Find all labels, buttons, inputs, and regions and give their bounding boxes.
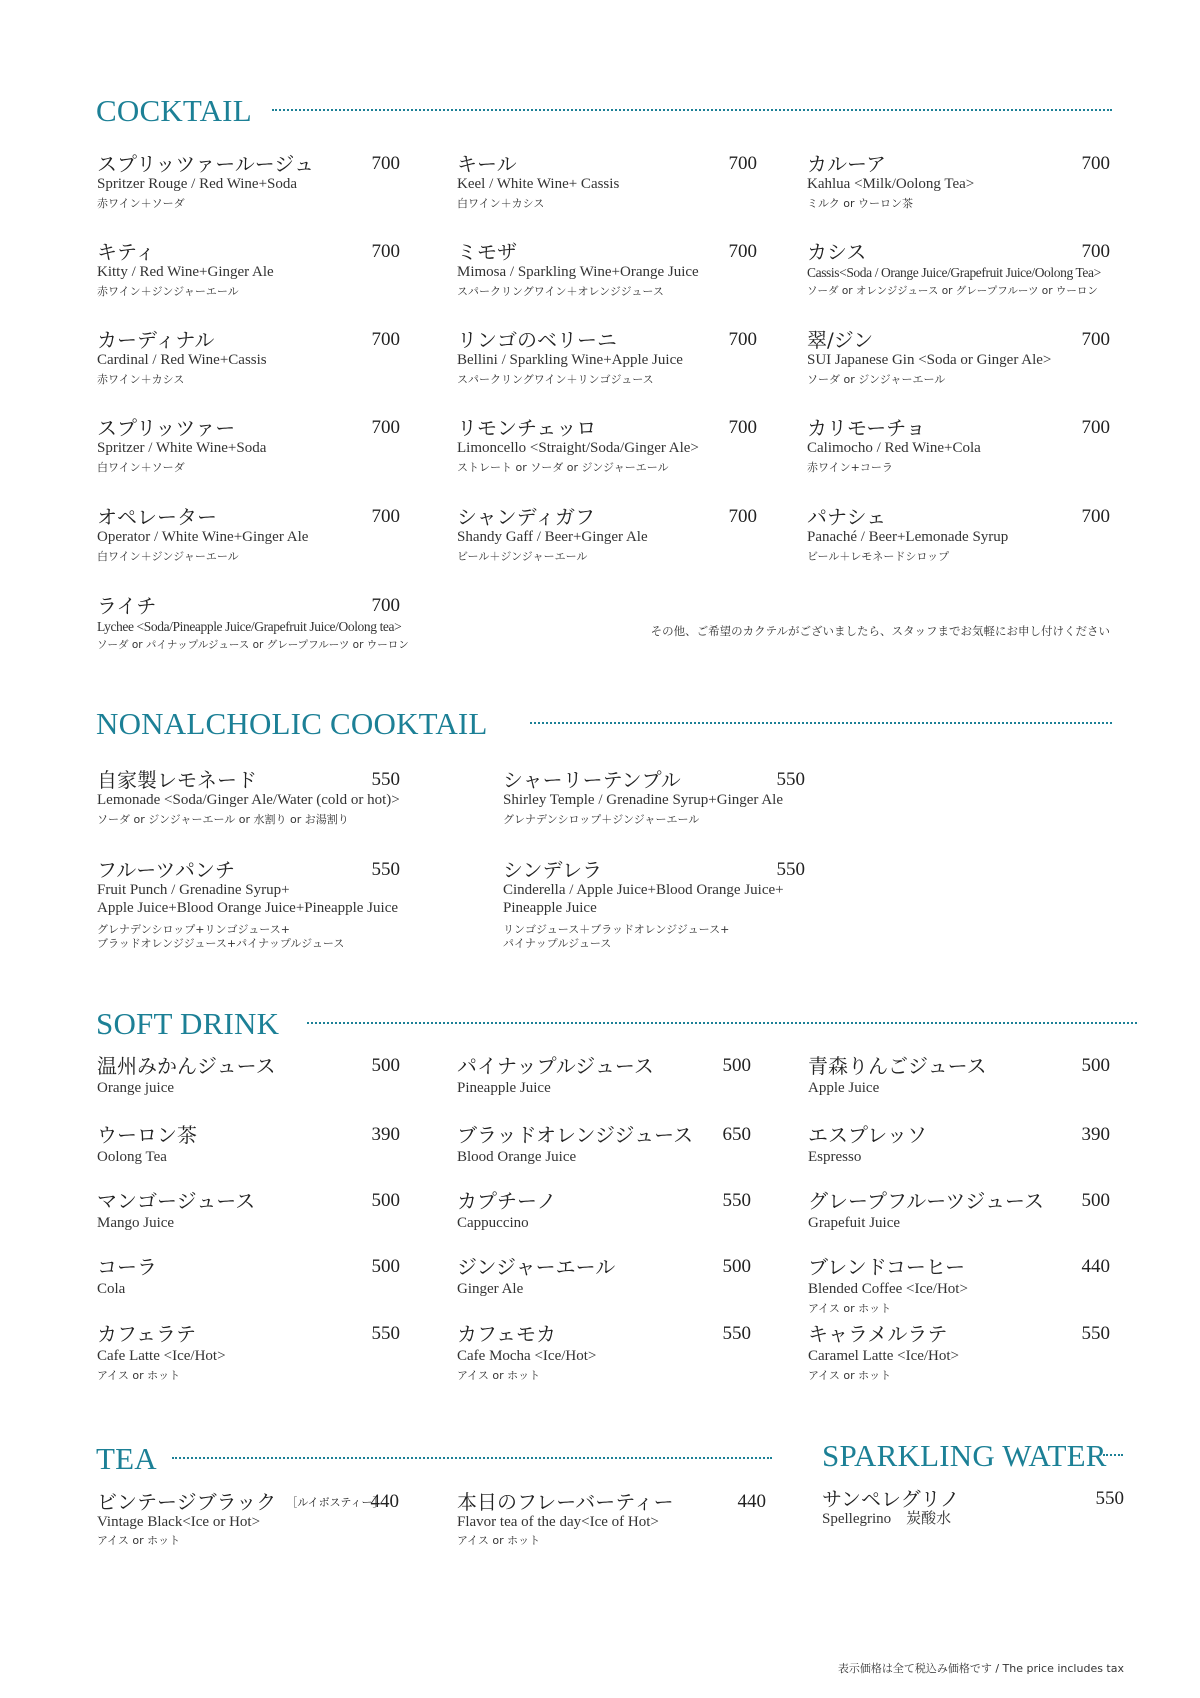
item-japanese: 白ワイン＋ソーダ [97,461,185,474]
item-japanese: 赤ワイン+コーラ [807,461,893,474]
item-price: 700 [371,329,400,350]
item-name: カプチーノ [457,1189,557,1213]
item-name: リンゴのベリーニ [457,328,617,352]
item-name: ミモザ [457,240,517,264]
item-japanese: ソーダ or オレンジジュース or グレープフルーツ or ウーロン [807,285,1098,297]
item-price: 700 [371,417,400,438]
item-english: Flavor tea of the day<Ice of Hot> [457,1514,659,1530]
item-name: スプリッツァー [97,416,236,440]
menu-item [97,860,400,956]
section-title-tea: TEA [96,1441,157,1476]
item-price: 500 [1081,1190,1110,1211]
menu-item [807,418,1110,478]
section-divider [1103,1454,1123,1456]
item-japanese: ビール＋ジンジャーエール [457,550,588,563]
menu-item [97,330,400,390]
item-price: 500 [371,1256,400,1277]
item-name: カフェラテ [97,1322,196,1346]
menu-item [97,770,400,830]
item-japanese: 赤ワイン＋ソーダ [97,197,185,210]
item-english: Cola [97,1281,126,1297]
section-divider [530,722,1112,724]
item-price: 440 [370,1491,399,1512]
menu-item [457,507,757,567]
item-japanese: アイス or ホット [808,1369,892,1382]
item-english: Cardinal / Red Wine+Cassis [97,352,267,368]
item-english: Spritzer / White Wine+Soda [97,440,267,456]
item-price: 440 [1081,1256,1110,1277]
item-price: 500 [722,1256,751,1277]
item-english: Mimosa / Sparkling Wine+Orange Juice [457,264,699,280]
item-english-line2: Apple Juice+Blood Orange Juice+Pineapple Juice [97,900,399,916]
item-name: サンペレグリノ [822,1487,960,1511]
item-price: 550 [722,1323,751,1344]
item-price: 700 [371,241,400,262]
item-price: 700 [728,329,757,350]
cocktail-request-note: その他、ご希望のカクテルがございましたら、スタッフまでお気軽にお申し付けください [650,624,1110,638]
item-price: 550 [1081,1323,1110,1344]
item-english: Kitty / Red Wine+Ginger Ale [97,264,274,280]
item-price: 440 [737,1491,766,1512]
item-english: Cafe Mocha <Ice/Hot> [457,1348,597,1364]
item-english: Blood Orange Juice [457,1149,577,1165]
menu-item [97,1324,400,1384]
item-english: Operator / White Wine+Ginger Ale [97,529,309,545]
item-english: Ginger Ale [457,1281,524,1297]
item-english: Apple Juice [808,1080,880,1096]
item-price: 550 [722,1190,751,1211]
item-english: Keel / White Wine+ Cassis [457,176,620,192]
menu-item [457,154,757,214]
item-japanese: ビール＋レモネードシロップ [807,550,950,563]
menu-item [808,1125,1110,1169]
item-english: Grapefuit Juice [808,1215,901,1231]
item-price: 550 [371,859,400,880]
menu-item [808,1056,1110,1100]
menu-item [97,242,400,302]
item-japanese-line2: パイナップルジュース [503,937,612,950]
item-price: 700 [1081,241,1110,262]
item-name: ウーロン茶 [97,1123,197,1147]
item-name: エスプレッソ [808,1123,927,1147]
menu-item [503,770,805,830]
item-name: 自家製レモネード [97,768,257,792]
menu-item [457,242,757,302]
item-japanese: アイス or ホット [97,1369,181,1382]
item-japanese: ミルク or ウーロン茶 [807,197,914,210]
tax-note: 表示価格は全て税込み価格です / The price includes tax [837,1662,1124,1675]
menu-item [97,1125,400,1169]
item-name: 青森りんごジュース [808,1054,987,1078]
section-divider [272,109,1112,111]
menu-item [97,1257,400,1301]
item-name: カリモーチョ [807,416,926,440]
item-english: Spellegrino 炭酸水 [822,1511,952,1527]
item-english: Kahlua <Milk/Oolong Tea> [807,176,975,192]
item-english: Lychee <Soda/Pineapple Juice/Grapefruit Juice/Oolong tea> [97,619,402,634]
item-price: 390 [371,1124,400,1145]
item-english: Fruit Punch / Grenadine Syrup+ [97,882,290,898]
item-price: 390 [1081,1124,1110,1145]
item-name: キール [457,152,517,176]
item-english: Panaché / Beer+Lemonade Syrup [807,529,1009,545]
item-japanese: ソーダ or ジンジャーエール or 水割り or お湯割り [97,813,349,826]
menu-item [97,418,400,478]
item-english: Orange juice [97,1080,175,1096]
item-name [97,1492,384,1512]
item-japanese: アイス or ホット [808,1302,892,1315]
item-name: 温州みかんジュース [97,1054,276,1078]
menu-item [807,154,1110,214]
item-name: コーラ [97,1255,157,1279]
item-name: 翠/ジン [807,328,874,352]
item-price: 700 [1081,153,1110,174]
item-name: キャラメルラテ [808,1322,948,1346]
item-japanese: 赤ワイン＋カシス [97,373,185,386]
item-price: 700 [728,417,757,438]
item-japanese: グレナデンシロップ＋ジンジャーエール [503,813,700,826]
item-english: Cafe Latte <Ice/Hot> [97,1348,226,1364]
item-price: 700 [728,506,757,527]
item-price: 500 [371,1055,400,1076]
item-english: Lemonade <Soda/Ginger Ale/Water (cold or hot)> [97,792,400,808]
item-price: 700 [371,506,400,527]
section-title-nonalcoholic: NONALCHOLIC COOKTAIL [96,706,488,741]
item-price: 700 [371,153,400,174]
item-japanese: リンゴジュース＋ブラッドオレンジジュース+ [503,923,730,936]
item-english: Spritzer Rouge / Red Wine+Soda [97,176,298,192]
section-title-sparkling-water: SPARKLING WATER [822,1438,1107,1473]
item-name: オペレーター [97,505,217,529]
item-name: キティ [97,240,156,264]
item-price: 500 [722,1055,751,1076]
menu-item [808,1324,1110,1384]
item-japanese: 白ワイン＋カシス [457,197,545,210]
menu-item [457,330,757,390]
item-japanese: スパークリングワイン＋オレンジジュース [457,285,664,298]
item-name: パナシェ [807,505,887,529]
menu-item [457,1125,751,1169]
menu-item [97,1191,400,1235]
item-name: ジンジャーエール [457,1255,616,1279]
item-japanese: ストレート or ソーダ or ジンジャーエール [457,461,669,474]
item-price: 550 [371,1323,400,1344]
item-price: 700 [1081,329,1110,350]
item-english: Vintage Black<Ice or Hot> [97,1514,261,1530]
item-price: 700 [371,595,400,616]
item-english: Cappuccino [457,1215,529,1231]
menu-item [822,1489,1124,1533]
item-name: シンデレラ [503,858,603,882]
item-english: Calimocho / Red Wine+Cola [807,440,981,456]
menu-item [97,507,400,567]
item-name: リモンチェッロ [457,416,597,440]
item-english: Shandy Gaff / Beer+Ginger Ale [457,529,648,545]
item-price: 550 [776,769,805,790]
item-english: Cinderella / Apple Juice+Blood Orange Juice+ [503,882,784,898]
item-english: SUI Japanese Gin <Soda or Ginger Ale> [807,352,1052,368]
menu-item [457,1324,751,1384]
item-name: フルーツパンチ [97,858,235,882]
menu-item [457,1257,751,1301]
item-english: Mango Juice [97,1215,175,1231]
item-name: スプリッツァールージュ [97,152,314,176]
item-japanese: アイス or ホット [457,1534,541,1547]
item-name: カルーア [807,152,886,176]
item-japanese: ソーダ or ジンジャーエール [807,373,946,386]
menu-item [807,507,1110,567]
item-japanese: 白ワイン＋ジンジャーエール [97,550,239,563]
item-price: 550 [1095,1488,1124,1509]
item-name: シャーリーテンプル [503,768,681,792]
item-name: ブレンドコーヒー [808,1255,966,1279]
menu-item [457,418,757,478]
menu-item [503,860,805,956]
item-english: Oolong Tea [97,1149,167,1165]
menu-item [457,1056,751,1100]
item-japanese: グレナデンシロップ+リンゴジュース+ [97,923,290,936]
item-english: Caramel Latte <Ice/Hot> [808,1348,960,1364]
item-japanese-line2: ブラッドオレンジジュース+パイナップルジュース [97,937,345,950]
item-name: 本日のフレーバーティー [457,1490,674,1514]
item-price: 500 [371,1190,400,1211]
menu-item [808,1257,1110,1317]
item-name-text: ビンテージブラック [97,1490,277,1514]
item-name: マンゴージュース [97,1189,256,1213]
item-price: 550 [371,769,400,790]
menu-item [97,594,409,656]
menu-item [457,1492,766,1552]
item-name-note: ［ルイボスティー］ [286,1496,384,1509]
item-price: 700 [728,241,757,262]
item-name: カーディナル [97,328,215,352]
menu-item [97,1056,400,1100]
item-name: ライチ [97,594,157,618]
item-japanese: アイス or ホット [97,1534,181,1547]
section-divider [172,1457,772,1459]
menu-item [807,330,1110,390]
item-price: 550 [776,859,805,880]
menu-item [808,1191,1110,1235]
item-name: カシス [807,240,867,264]
item-english: Cassis<Soda / Orange Juice/Grapefruit Juice/Oolong Tea> [807,265,1101,280]
item-price: 500 [1081,1055,1110,1076]
item-name: グレープフルーツジュース [808,1189,1044,1213]
item-price: 700 [728,153,757,174]
item-price: 650 [722,1124,751,1145]
item-name: カフェモカ [457,1322,556,1346]
menu-item [97,154,400,214]
menu-item [457,1191,751,1235]
item-name: パイナップルジュース [457,1054,654,1078]
menu-item [97,1492,399,1552]
item-english: Shirley Temple / Grenadine Syrup+Ginger Ale [503,792,783,808]
item-english: Espresso [808,1149,862,1165]
item-japanese: アイス or ホット [457,1369,541,1382]
item-english: Blended Coffee <Ice/Hot> [808,1281,968,1297]
section-title-soft-drink: SOFT DRINK [96,1006,280,1041]
section-divider [307,1022,1137,1024]
item-english-line2: Pineapple Juice [503,900,597,916]
menu-item [807,242,1110,302]
item-name: シャンディガフ [457,505,595,529]
item-japanese: 赤ワイン＋ジンジャーエール [97,285,239,298]
item-english: Bellini / Sparkling Wine+Apple Juice [457,352,683,368]
item-japanese: ソーダ or パイナップルジュース or グレープフルーツ or ウーロン [97,639,409,651]
item-name: ブラッドオレンジジュース [457,1123,694,1147]
item-price: 700 [1081,417,1110,438]
item-price: 700 [1081,506,1110,527]
item-japanese: スパークリングワイン＋リンゴジュース [457,373,654,386]
item-english: Limoncello <Straight/Soda/Ginger Ale> [457,440,699,456]
item-english: Pineapple Juice [457,1080,551,1096]
section-title-cocktail: COCKTAIL [96,93,252,128]
